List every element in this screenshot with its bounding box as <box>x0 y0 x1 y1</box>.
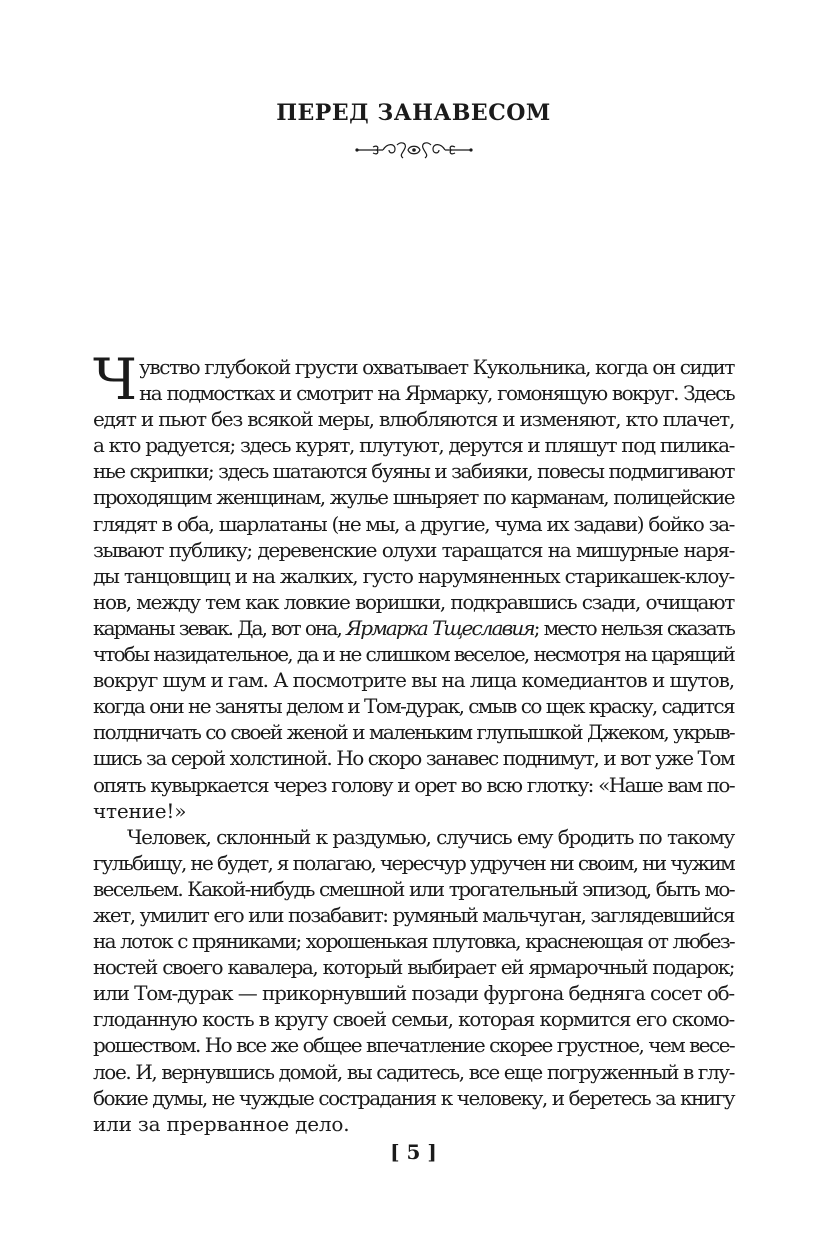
text-line: бокие думы, не чуждые сострадания к человеку, и беретесь за книгу <box>93 1085 734 1110</box>
text-line: ды танцовщиц и на жалких, густо нарумяненных старикашек-клоу- <box>93 563 734 588</box>
text-line <box>93 615 734 641</box>
page-number: [ 5 ] <box>390 1140 437 1164</box>
text-line: нов, между тем как ловкие воришки, подкравшись сзади, очищают <box>93 589 734 614</box>
text-line: вокруг шум и гам. А посмотрите вы на лица комедиантов и шутов, <box>93 668 734 693</box>
text-line: увство глубокой грусти охватывает Кукольника, когда он сидит <box>139 355 734 379</box>
text-line: на подмостках и смотрит на Ярмарку, гомонящую вокруг. Здесь <box>139 381 734 406</box>
text-line: ностей своего кавалера, который выбирает ей ярмарочный подарок; <box>93 955 734 980</box>
drop-cap: Ч <box>93 347 138 413</box>
italic-title: Ярмарка Тщеславия <box>346 615 534 640</box>
text-line: на лоток с пряниками; хорошенькая плутовка, краснеющая от любез- <box>93 929 734 954</box>
text-line: Человек, склонный к раздумью, случись ему бродить по такому <box>127 824 734 849</box>
text-line: жет, умилит его или позабавит: румяный мальчуган, заглядевшийся <box>93 902 734 927</box>
text-line: весельем. Какой-нибудь смешной или трогательный эпизод, быть мо- <box>93 876 734 901</box>
text-line: а кто радуется; здесь курят, плутуют, дерутся и пляшут под пилика- <box>93 433 734 458</box>
decorative-flourish-icon <box>353 139 475 161</box>
chapter-title: ПЕРЕД ЗАНАВЕСОМ <box>276 100 551 126</box>
text-line: чтение!» <box>93 798 187 823</box>
text-line: чтобы назидательное, да и не слишком веселое, несмотря на царящий <box>93 642 734 667</box>
text-line: опять кувыркается через голову и орет во всю глотку: «Наше вам по- <box>93 772 734 797</box>
text-segment: ; место нельзя сказать <box>533 615 734 640</box>
text-line: рошеством. Но все же общее впечатление скорее грустное, чем весе- <box>93 1033 734 1058</box>
text-line: или Том-дурак — прикорнувший позади фургона бедняга сосет об- <box>93 981 734 1006</box>
text-line: полдничать со своей женой и маленьким глупышкой Джеком, укрыв- <box>93 720 734 745</box>
text-line: зывают публику; деревенские олухи таращатся на мишурные наря- <box>93 537 734 562</box>
text-line: едят и пьют без всякой меры, влюбляются и изменяют, кто плачет, <box>93 407 734 432</box>
text-line: когда они не заняты делом и Том-дурак, смыв со щек краску, садится <box>93 694 734 719</box>
text-line: шись за серой холстиной. Но скоро занавес поднимут, и вот уже Том <box>93 746 734 771</box>
text-segment: карманы зевак. Да, вот она, <box>93 615 347 640</box>
paragraph-1 <box>93 347 734 824</box>
text-line: глоданную кость в кругу своей семьи, которая кормится его скомо- <box>93 1007 734 1032</box>
text-line: проходящим женщинам, жулье шныряет по карманам, полицейские <box>93 485 734 510</box>
text-line: или за прерванное дело. <box>93 1111 350 1136</box>
text-line: гульбищу, не будет, я полагаю, чересчур удручен ни своим, ни чужим <box>93 850 734 875</box>
text-line: лое. И, вернувшись домой, вы садитесь, все еще погруженный в глу- <box>93 1059 734 1084</box>
text-line: глядят в оба, шарлатаны (не мы, а другие, чума их задави) бойко за- <box>93 511 734 536</box>
paragraph-2 <box>93 824 734 1137</box>
body-text <box>93 347 734 1137</box>
text-line: нье скрипки; здесь шатаются буяны и забияки, повесы подмигивают <box>93 459 734 484</box>
